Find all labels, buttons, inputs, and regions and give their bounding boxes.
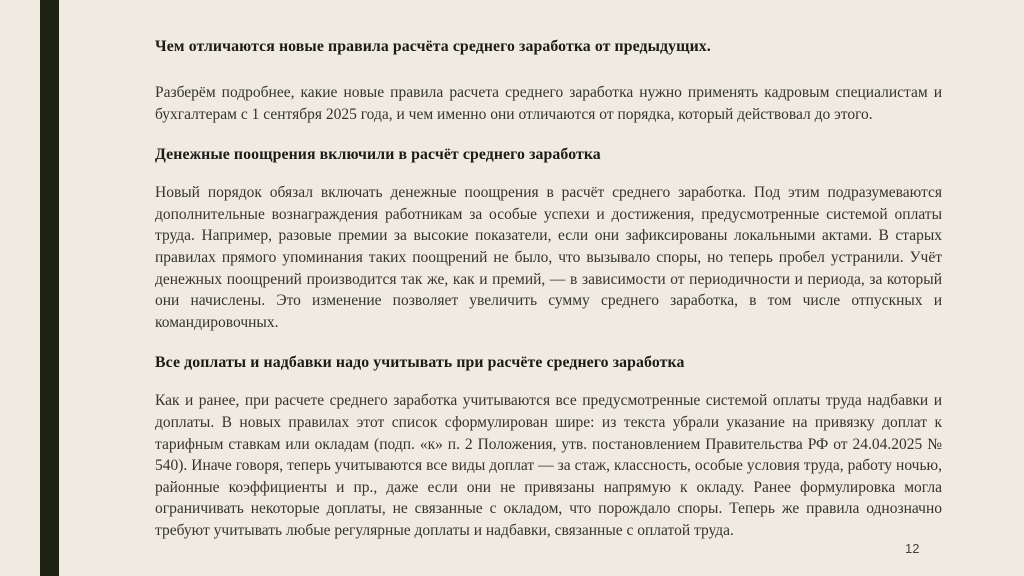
intro-paragraph: Разберём подробнее, какие новые правила расчета среднего заработка нужно применять кадровым специалистам и бухгалтерам с 1 сентября 2025 года, и чем именно они отличаются от порядка, который действовал до этого. — [155, 84, 942, 123]
page-number: 12 — [905, 541, 920, 556]
section-paragraph-money-incentives: Новый порядок обязал включать денежные поощрения в расчёт среднего заработка. Под этим подразумеваются дополнительные вознаграждения работникам за особые успехи и достижения, предусмотренные системой оплаты труда. Например, разовые премии за высокие показатели, если они зафиксированы локальными актами. В старых правилах прямого упоминания таких поощрений не было, что вызывало споры, но теперь пробел устранили. Учёт денежных поощрений производится так же, как и премий, — в зависимости от периодичности и периода, за который они начислены. Это изменение позволяет увеличить сумму среднего заработка, в том числе отпускных и командировочных. — [155, 184, 942, 331]
section-heading-allowances: Все доплаты и надбавки надо учитывать при расчёте среднего заработка — [155, 354, 685, 372]
slide-content — [155, 36, 942, 561]
section-paragraph-allowances: Как и ранее, при расчете среднего заработка учитываются все предусмотренные системой оплаты труда надбавки и доплаты. В новых правилах этот список сформулирован шире: из текста убрали указание на привязку доплат к тарифным ставкам или окладам (подп. «к» п. 2 Положения, утв. постановлением Правительства РФ от 24.04.2025 № 540). Иначе говоря, теперь учитываются все виды доплат — за стаж, классность, особые условия труда, работу ночью, районные коэффициенты и пр., даже если они не привязаны напрямую к окладу. Ранее формулировка могла ограничивать некоторые доплаты, не связанные с окладом, что порождало споры. Теперь же правила однозначно требуют учитывать любые регулярные доплаты и надбавки, связанные с оплатой труда. — [155, 392, 942, 539]
left-accent-bar — [40, 0, 59, 576]
section-heading-money-incentives: Денежные поощрения включили в расчёт среднего заработка — [155, 146, 601, 164]
slide-title: Чем отличаются новые правила расчёта среднего заработка от предыдущих. — [155, 38, 711, 55]
